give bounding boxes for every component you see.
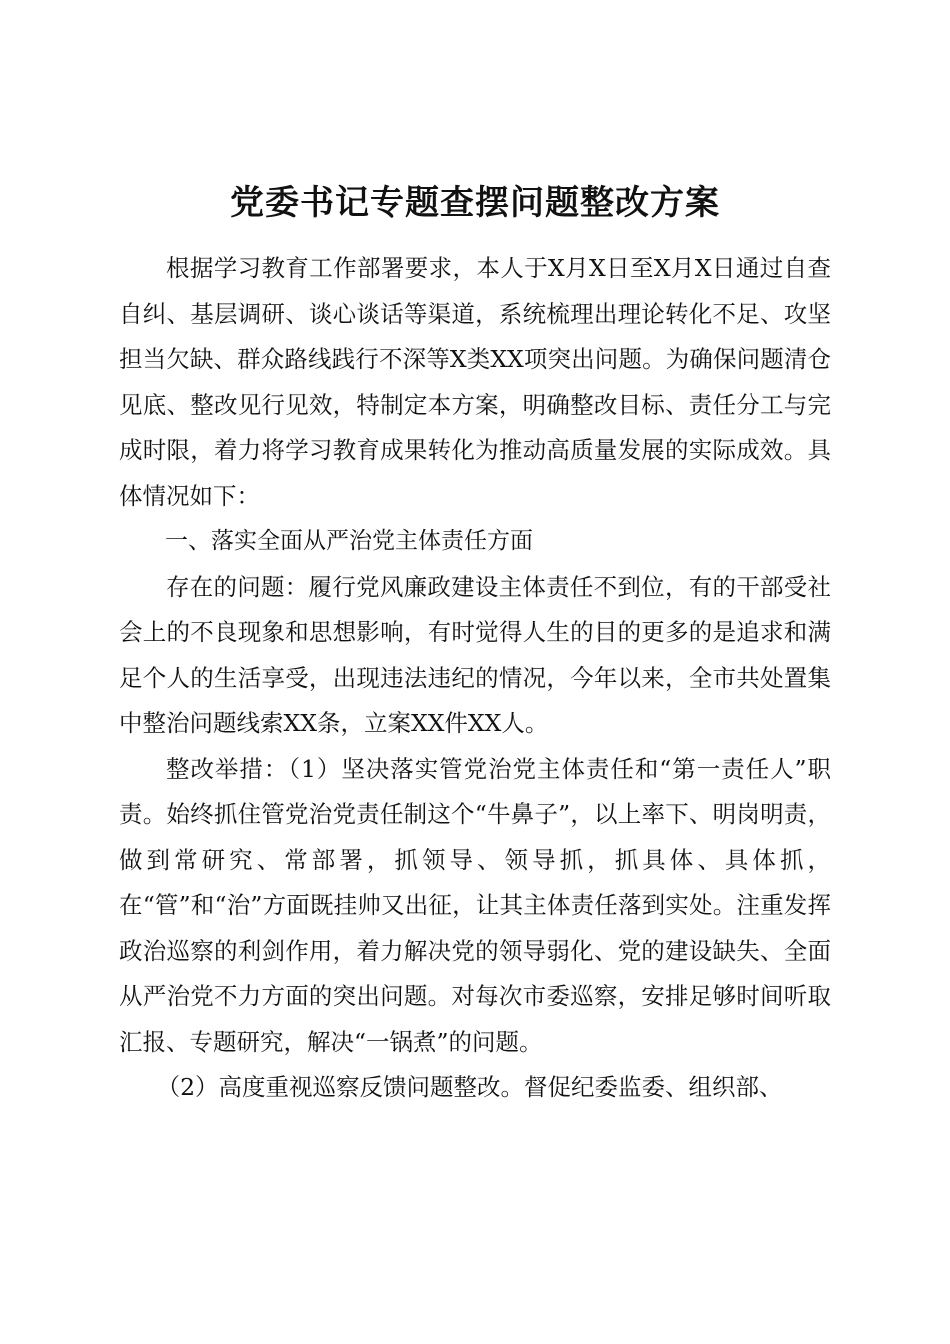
document-body [119, 246, 831, 1111]
intro-paragraph: 根据学习教育工作部署要求，本人于X月X日至X月X日通过自查自纠、基层调研、谈心谈话等渠道，系统梳理出理论转化不足、攻坚担当欠缺、群众路线践行不深等X类XX项突出问题。为确保问题清仓见底、整改见行见效，特制定本方案，明确整改目标、责任分工与完成时限，着力将学习教育成果转化为推动高质量发展的实际成效。具体情况如下： [119, 254, 831, 510]
problem-paragraph: 存在的问题：履行党风廉政建设主体责任不到位，有的干部受社会上的不良现象和思想影响，有时觉得人生的目的更多的是追求和满足个人的生活享受，出现违法违纪的情况，今年以来，全市共处置集中整治问题线索XX条，立案XX件XX人。 [119, 572, 831, 737]
section-heading: 一、落实全面从严治党主体责任方面 [165, 528, 533, 554]
measure-paragraph-1: 整改举措：（1）坚决落实管党治党主体责任和“第一责任人”职责。始终抓住管党治党责任制这个“牛鼻子”，以上率下、明岗明责，做到常研究、常部署，抓领导、领导抓，抓具体、具体抓，在“管”和“治”方面既挂帅又出征，让其主体责任落到实处。注重发挥政治巡察的利剑作用，着力解决党的领导弱化、党的建设缺失、全面从严治党不力方面的突出问题。对每次市委巡察，安排足够时间听取汇报、专题研究，解决“一锅煮”的问题。 [119, 754, 831, 1056]
document-title: 党委书记专题查摆问题整改方案 [230, 183, 720, 223]
measure-paragraph-2: （2）高度重视巡察反馈问题整改。督促纪委监委、组织部、 [156, 1073, 783, 1101]
